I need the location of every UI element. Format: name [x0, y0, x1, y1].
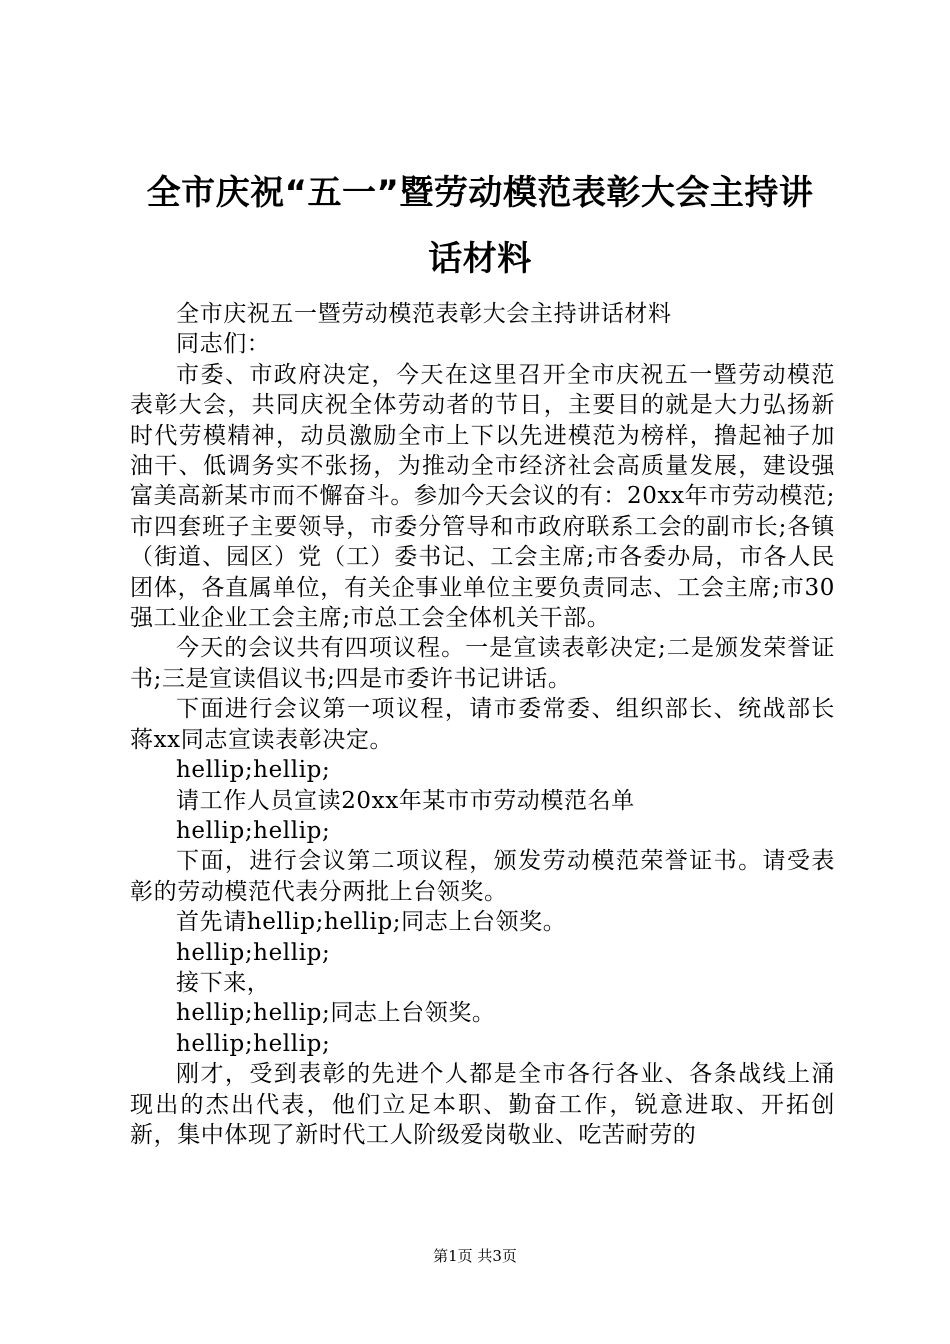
- body-paragraph: 下面进行会议第一项议程，请市委常委、组织部长、统战部长蒋xx同志宣读表彰决定。: [130, 696, 835, 753]
- body-paragraph: 今天的会议共有四项议程。一是宣读表彰决定;二是颁发荣誉证书;三是宣读倡议书;四是市委许书记讲话。: [130, 635, 835, 692]
- body-paragraph: 首先请hellip;hellip;同志上台领奖。: [176, 909, 567, 936]
- body-paragraph: hellip;hellip;: [176, 1030, 331, 1057]
- title-line-1: 全市庆祝“五一”暨劳动模范表彰大会主持讲: [146, 173, 814, 213]
- page-footer: 第1页 共3页: [433, 1247, 517, 1265]
- body-paragraph: 刚才，受到表彰的先进个人都是全市各行各业、各条战线上涌现出的杰出代表，他们立足本职、勤奋工作，锐意进取、开拓创新，集中体现了新时代工人阶级爱岗敬业、吃苦耐劳的: [130, 1061, 835, 1148]
- body-paragraph: 请工作人员宣读20xx年某市市劳动模范名单: [176, 787, 635, 814]
- body-paragraph: hellip;hellip;: [176, 757, 331, 784]
- body-paragraph: hellip;hellip;: [176, 817, 331, 844]
- salutation-paragraph: 同志们：: [176, 331, 271, 358]
- body-paragraph: hellip;hellip;同志上台领奖。: [176, 1000, 496, 1027]
- body-paragraph: 下面，进行会议第二项议程，颁发劳动模范荣誉证书。请受表彰的劳动模范代表分两批上台领奖。: [130, 848, 835, 905]
- body-paragraph: 接下来，: [176, 969, 271, 996]
- title-line-2: 话材料: [428, 239, 532, 279]
- body-paragraph: 市委、市政府决定，今天在这里召开全市庆祝五一暨劳动模范表彰大会，共同庆祝全体劳动者的节日，主要目的就是大力弘扬新时代劳模精神，动员激励全市上下以先进模范为榜样，撸起袖子加油干、低调务实不张扬，为推动全市经济社会高质量发展，建设强富美高新某市而不懈奋斗。参加今天会议的有：20xx年市劳动模范;市四套班子主要领导，市委分管导和市政府联系工会的副市长;各镇（街道、园区）党（工）委书记、工会主席;市各委办局，市各人民团体，各直属单位，有关企事业单位主要负责同志、工会主席;市30强工业企业工会主席;市总工会全体机关干部。: [130, 361, 835, 632]
- subtitle-paragraph: 全市庆祝五一暨劳动模范表彰大会主持讲话材料: [176, 301, 672, 327]
- document-body: [130, 299, 835, 1150]
- body-paragraph: hellip;hellip;: [176, 939, 331, 966]
- document-title: [120, 160, 840, 292]
